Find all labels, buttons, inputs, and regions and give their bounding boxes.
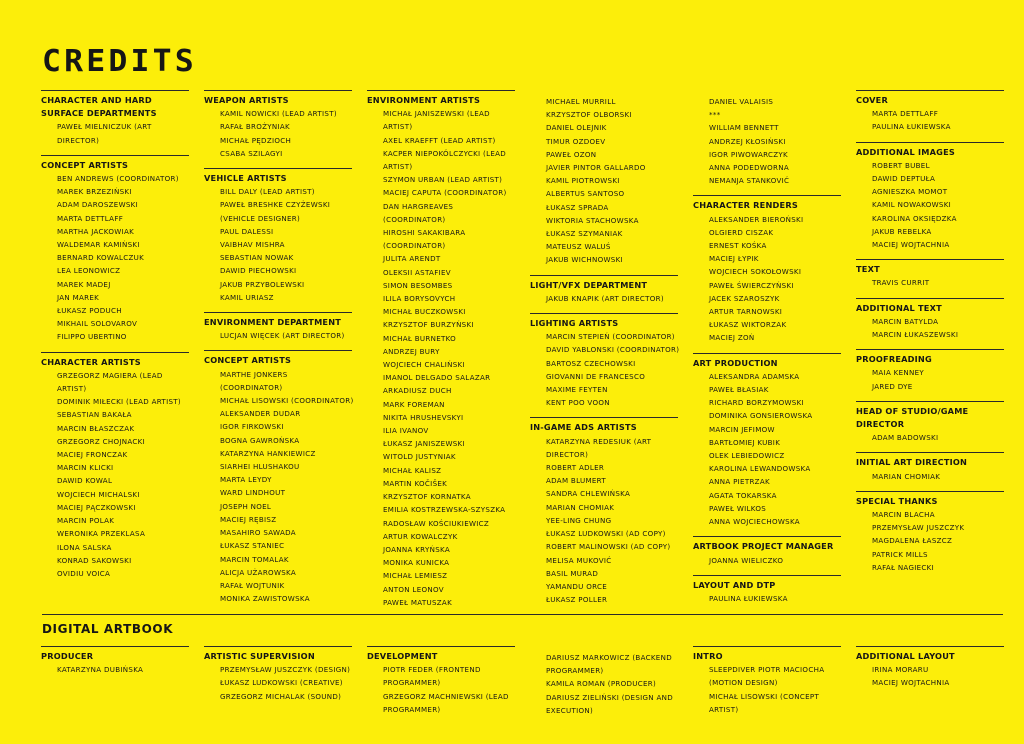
credit-name: TRAVIS CURRIT: [872, 278, 930, 288]
credit-name: AXEL KRAEFFT (LEAD ARTIST): [383, 135, 496, 145]
credit-name: MICHAŁ PĘDZIOCH: [220, 135, 292, 145]
section-heading: IN-GAME ADS ARTISTS: [530, 422, 637, 433]
credit-name: RADOSŁAW KOŚCIUKIEWICZ: [383, 518, 490, 528]
credit-section: [693, 646, 841, 716]
credits-column: [41, 90, 189, 582]
credit-name: CSABA SZILAGYI: [220, 148, 283, 158]
credit-name: KAROLINA OKSIĘDZKA: [872, 213, 957, 223]
credit-name: SANDRA CHLEWIŃSKA: [546, 489, 631, 499]
credit-name: KAMIL URIASZ: [220, 292, 274, 302]
credit-name: MACIEJ RĘBISZ: [220, 514, 277, 524]
credit-name: SEBASTIAN BAKAŁA: [57, 410, 132, 420]
credit-name: JAVIER PINTOR GALLARDO: [546, 163, 646, 173]
credit-name: RAFAŁ NAGIECKI: [872, 562, 935, 572]
credit-name: MAIA KENNEY: [872, 368, 925, 378]
section-heading: HEAD OF STUDIO/GAME DIRECTOR: [856, 405, 969, 430]
credit-name: MAREK MADEJ: [57, 279, 111, 289]
section-heading: ADDITIONAL TEXT: [856, 302, 942, 313]
credit-name: LEA LEONOWICZ: [57, 266, 121, 276]
credits-column: [530, 646, 678, 719]
credit-section: [856, 259, 1004, 289]
credit-section: [856, 298, 1004, 342]
credit-name: ŁUKASZ PODUCH: [57, 306, 122, 316]
credit-section: [856, 452, 1004, 482]
credit-name: (COORDINATOR): [383, 214, 446, 224]
credit-name: AGATA TOKARSKA: [709, 490, 777, 500]
credit-name: ALICJA UŻAROWSKA: [220, 567, 297, 577]
section-heading: TEXT: [856, 264, 880, 275]
credit-name: KACPER NIEPOKÓLCZYCKI (LEAD: [383, 148, 507, 158]
credit-name: ADAM BLUMERT: [546, 476, 607, 486]
credit-name: MARTA DETTLAFF: [872, 109, 939, 119]
credit-name: HIROSHI SAKAKIBARA: [383, 228, 466, 238]
credits-column: [204, 90, 352, 607]
credit-name: ROBERT MALINOWSKI (AD COPY): [546, 542, 671, 552]
credit-name: NIKITA HRUSHEVSKYI: [383, 412, 464, 422]
credit-name: WOJCIECH CHALIŃSKI: [383, 360, 465, 370]
credit-name: SIMON BESOMBES: [383, 280, 453, 290]
credit-section: [204, 168, 352, 304]
credit-name: KRZYSZTOF KORNATKA: [383, 492, 471, 502]
credit-name: OLGIERD CISZAK: [709, 227, 774, 237]
section-heading: ENVIRONMENT ARTISTS: [367, 95, 481, 105]
credit-name: DANIEL VALAISIS: [709, 97, 774, 106]
credit-name: OLEK LEBIEDOWICZ: [709, 451, 785, 461]
credit-name: BILL DALY (LEAD ARTIST): [220, 187, 315, 197]
credit-name: DANIEL OLEJNIK: [546, 123, 607, 133]
credit-section: [856, 401, 1004, 445]
credit-section: [204, 312, 352, 342]
credit-name: ANNA PODEDWORNA: [709, 163, 790, 173]
section-heading: LAYOUT AND DTP: [693, 579, 776, 590]
credit-name: JAKUB PRZYBOLEWSKI: [220, 279, 305, 289]
credit-section: [530, 646, 678, 717]
credit-name: SEBASTIAN NOWAK: [220, 253, 294, 263]
credit-name: MARCIN BŁASZCZAK: [57, 423, 135, 433]
credit-name: ANNA PIETRZAK: [709, 477, 770, 487]
credit-name: MACIEJ PĄCZKOWSKI: [57, 502, 136, 512]
credit-name: DAWID PIECHOWSKI: [220, 266, 297, 276]
credits-title: CREDITS: [42, 44, 197, 79]
credit-section: [856, 142, 1004, 252]
credit-name: PIOTR FEDER (FRONTEND: [383, 665, 481, 675]
credit-name: IGOR FIRKOWSKI: [220, 422, 284, 432]
credit-name: MARCIN POLAK: [57, 516, 115, 526]
credit-name: WOJCIECH SOKOŁOWSKI: [709, 267, 802, 277]
credit-name: MARCIN TOMALAK: [220, 554, 289, 564]
credit-section: [693, 195, 841, 344]
credit-name: MICHAŁ LEMIESZ: [383, 571, 448, 581]
credit-name: (COORDINATOR): [220, 382, 283, 392]
credit-name: (COORDINATOR): [383, 241, 446, 251]
credit-name: BOGNA GAWROŃSKA: [220, 435, 300, 445]
section-heading: INTRO: [693, 651, 723, 661]
credit-name: SZYMON URBAN (LEAD ARTIST): [383, 175, 503, 185]
credit-name: EXECUTION): [546, 705, 594, 715]
credit-name: ANTON LEONOV: [383, 584, 444, 594]
credit-name: WILLIAM BENNETT: [709, 123, 779, 133]
section-heading: LIGHTING ARTISTS: [530, 318, 619, 329]
credit-name: KAMILA ROMAN (PRODUCER): [546, 679, 657, 689]
section-heading: PRODUCER: [41, 651, 94, 661]
section-heading: PROOFREADING: [856, 354, 932, 365]
credit-name: MICHAŁ BUCZKOWSKI: [383, 307, 466, 317]
credit-name: ŁUKASZ SPRADA: [546, 202, 609, 212]
credit-name: GRZEGORZ MICHALAK (SOUND): [220, 691, 342, 701]
credit-name: PAULINA ŁUKIEWSKA: [872, 122, 951, 132]
credit-name: ARTIST): [383, 122, 413, 132]
credit-name: MACIEJ ZOŃ: [709, 333, 755, 343]
credit-section: [41, 646, 189, 676]
credit-name: BERNARD KOWALCZUK: [57, 253, 145, 263]
credit-name: ARTIST): [57, 384, 87, 394]
credit-name: FILIPPO UBERTINO: [57, 332, 127, 342]
credit-name: ŁUKASZ STANIEC: [220, 541, 285, 551]
credit-name: KRZYSZTOF BURZYŃSKI: [383, 320, 474, 330]
credit-section: [693, 353, 841, 529]
credit-section: [856, 90, 1004, 134]
credit-section: [41, 90, 189, 147]
credits-column: [530, 90, 678, 608]
credit-name: RAFAŁ WOJTUNIK: [220, 580, 285, 590]
credit-name: ŁUKASZ LUDKOWSKI (AD COPY): [546, 529, 666, 539]
credit-name: BARTŁOMIEJ KUBIK: [709, 437, 781, 447]
credit-name: KATARZYNA DUBIŃSKA: [57, 665, 144, 675]
credit-name: MARK FOREMAN: [383, 399, 445, 409]
credit-name: GRZEGORZ MACHNIEWSKI (LEAD: [383, 691, 509, 701]
section-heading: ARTISTIC SUPERVISION: [204, 651, 315, 661]
credit-name: ILONA SALSKA: [57, 542, 112, 552]
credit-name: BASIL MURAD: [546, 568, 599, 578]
section-heading: CONCEPT ARTISTS: [41, 159, 129, 170]
credit-name: WERONIKA PRZEKLASA: [57, 529, 146, 539]
credit-name: ARTUR TARNOWSKI: [709, 307, 783, 317]
credit-name: PAULINA ŁUKIEWSKA: [709, 593, 788, 603]
credit-name: KATARZYNA HANKIEWICZ: [220, 448, 316, 458]
credit-name: ANDRZEJ BURY: [383, 346, 440, 356]
credit-name: MARTIN KOČIŠEK: [383, 478, 448, 488]
credits-column: [856, 646, 1004, 692]
credit-name: MARTHE JONKERS: [220, 369, 288, 379]
credit-name: JARED DYE: [872, 381, 913, 391]
section-heading: CONCEPT ARTISTS: [204, 355, 292, 366]
credit-name: PAWEŁ OZON: [546, 149, 597, 159]
credit-name: ŁUKASZ POLLER: [546, 595, 608, 605]
credit-section: [41, 352, 189, 580]
credit-name: ROBERT BUBEL: [872, 160, 930, 170]
credit-name: JULITA ARENDT: [383, 254, 441, 264]
credit-name: ŁUKASZ LUDKOWSKI (CREATIVE): [220, 678, 343, 688]
section-heading: ART PRODUCTION: [693, 357, 778, 368]
section-heading: CHARACTER ARTISTS: [41, 356, 141, 367]
section-heading: ADDITIONAL IMAGES: [856, 146, 955, 157]
credit-name: MACIEJ CAPUTA (COORDINATOR): [383, 188, 507, 198]
credit-name: ARTIST): [383, 162, 413, 172]
credit-name: WOJCIECH MICHALSKI: [57, 489, 140, 499]
section-heading: COVER: [856, 95, 888, 105]
section-heading: ENVIRONMENT DEPARTMENT: [204, 317, 342, 328]
credits-column: [204, 646, 352, 705]
credit-name: KAMIL NOWICKI (LEAD ARTIST): [220, 109, 337, 119]
credit-name: ALEKSANDRA ADAMSKA: [709, 371, 800, 381]
credit-name: IMANOL DELGADO SALAZAR: [383, 373, 491, 383]
credit-name: OVIDIU VOICA: [57, 568, 111, 578]
credit-name: MICHAŁ LISOWSKI (CONCEPT: [709, 691, 820, 701]
credit-name: (VEHICLE DESIGNER): [220, 213, 301, 223]
section-heading: WEAPON ARTISTS: [204, 95, 289, 105]
credit-name: PAUL DALESSI: [220, 226, 274, 236]
credit-name: JAKUB WICHNOWSKI: [546, 255, 623, 265]
credits-column: [367, 90, 515, 611]
credit-section: [204, 646, 352, 703]
credits-column: [693, 646, 841, 718]
section-heading: SPECIAL THANKS: [856, 495, 938, 506]
credit-name: MACIEJ FRONCZAK: [57, 450, 128, 460]
credit-name: PAWEŁ BŁASIAK: [709, 385, 769, 395]
credit-name: IGOR PIWOWARCZYK: [709, 149, 788, 159]
section-divider: [42, 614, 1003, 615]
credit-name: MICHAEL MURRILL: [546, 97, 616, 106]
credit-name: ANDRZEJ KŁOSIŃSKI: [709, 136, 786, 146]
credit-name: AGNIESZKA MOMOT: [872, 187, 948, 197]
credit-name: IRINA MORARU: [872, 665, 929, 675]
credit-name: MARTHA JACKOWIAK: [57, 226, 135, 236]
credit-name: ERNEST KOŚKA: [709, 241, 767, 251]
credit-name: PROGRAMMER): [383, 678, 441, 688]
credit-section: [41, 155, 189, 344]
credit-name: DIRECTOR): [57, 135, 100, 145]
credit-name: RICHARD BORZYMOWSKI: [709, 398, 804, 408]
credit-name: MELISA MUKOVIĆ: [546, 555, 612, 565]
credit-name: ALBERTUS SANTOSO: [546, 189, 625, 199]
credit-name: TIMUR OZDOEV: [546, 136, 606, 146]
credit-name: ILIA IVANOV: [383, 426, 429, 436]
credit-name: PAWEŁ BRESHKE CZYŻEWSKI: [220, 200, 331, 210]
credit-name: WALDEMAR KAMIŃSKI: [57, 240, 140, 250]
credit-name: BEN ANDREWS (COORDINATOR): [57, 174, 179, 184]
credit-name: KRZYSZTOF OLBORSKI: [546, 110, 632, 120]
credit-name: DARIUSZ ZIELIŃSKI (DESIGN AND: [546, 692, 673, 702]
section-heading: CHARACTER AND HARD SURFACE DEPARTMENTS: [41, 95, 157, 119]
credit-name: PAWEŁ MIELNICZUK (ART: [57, 122, 152, 132]
section-heading: CHARACTER RENDERS: [693, 200, 798, 211]
credit-name: KATARZYNA REDESIUK (ART: [546, 436, 652, 446]
credit-name: MARTA DETTLAFF: [57, 213, 124, 223]
credit-section: [856, 491, 1004, 574]
credit-name: DAN HARGREAVES: [383, 201, 454, 211]
credit-name: ILILA BORYSOVYCH: [383, 294, 456, 304]
credit-name: ŁUKASZ WIKTORZAK: [709, 320, 787, 330]
credit-name: MARIAN CHOMIAK: [546, 502, 615, 512]
credit-name: RAFAŁ BROŻYNIAK: [220, 122, 290, 132]
credit-section: [204, 350, 352, 605]
credit-name: MARCIN KLICKI: [57, 463, 114, 473]
credit-name: DAVID YABLONSKI (COORDINATOR): [546, 345, 680, 355]
credit-name: WIKTORIA STACHOWSKA: [546, 215, 639, 225]
credit-section: [856, 349, 1004, 393]
credit-name: ANNA WOJCIECHOWSKA: [709, 517, 800, 527]
credit-name: ARTIST): [709, 704, 739, 714]
section-heading: ARTBOOK PROJECT MANAGER: [693, 541, 834, 552]
credit-name: PROGRAMMER): [546, 666, 604, 676]
credit-name: MARCIN BLACHA: [872, 510, 935, 520]
credit-name: JAKUB KNAPIK (ART DIRECTOR): [546, 293, 664, 303]
credit-name: VAIBHAV MISHRA: [220, 240, 285, 250]
credit-name: MARCIN JEFIMOW: [709, 424, 775, 434]
credit-name: MICHAŁ LISOWSKI (COORDINATOR): [220, 396, 354, 406]
credit-name: ŁUKASZ JANISZEWSKI: [383, 439, 465, 449]
credit-name: MAGDALENA ŁASZCZ: [872, 536, 953, 546]
credit-section: [856, 646, 1004, 690]
credit-name: ŁUKASZ SZYMANIAK: [546, 229, 623, 239]
credit-name: ALEKSANDER BIEROŃSKI: [709, 214, 804, 224]
credit-name: ADAM BADOWSKI: [872, 433, 939, 443]
credit-name: ALEKSANDER DUDAR: [220, 409, 301, 419]
credit-name: PRZEMYSŁAW JUSZCZYK: [872, 523, 965, 533]
credit-name: MACIEJ ŁYPIK: [709, 254, 759, 264]
credit-name: GRZEGORZ MAGIERA (LEAD: [57, 370, 163, 380]
credit-name: MARCIN STEPIEŃ (COORDINATOR): [546, 332, 675, 342]
credit-section: [367, 646, 515, 716]
credit-name: KONRAD SAKOWSKI: [57, 555, 132, 565]
credit-name: MAREK BRZEZIŃSKI: [57, 187, 132, 197]
credit-name: DOMINIK MIŁECKI (LEAD ARTIST): [57, 397, 181, 407]
credit-name: WITOLD JUSTYNIAK: [383, 452, 456, 462]
credit-name: MARTA LEYDY: [220, 475, 272, 485]
section-heading: VEHICLE ARTISTS: [204, 173, 287, 184]
section-heading: ADDITIONAL LAYOUT: [856, 651, 955, 661]
credit-name: LUCJAN WIĘCEK (ART DIRECTOR): [220, 331, 345, 341]
credit-name: KENT POO VOON: [546, 398, 610, 408]
credit-section: [530, 275, 678, 305]
credit-name: SLEEPDIVER PIOTR MACIOCHA: [709, 665, 825, 675]
credit-name: PATRICK MILLS: [872, 549, 928, 559]
section-heading: DEVELOPMENT: [367, 651, 438, 661]
credit-name: DARIUSZ MARKOWICZ (BACKEND: [546, 653, 672, 662]
credit-name: MACIEJ WOJTACHNIA: [872, 240, 950, 250]
credit-name: JOSEPH NOEL: [220, 501, 272, 511]
credit-name: DAWID KOWAL: [57, 476, 113, 486]
credit-section: [367, 90, 515, 609]
credit-section: [530, 313, 678, 409]
section-heading: LIGHT/VFX DEPARTMENT: [530, 279, 648, 290]
credit-name: KAROLINA LEWANDOWSKA: [709, 464, 811, 474]
credit-name: PAWEŁ MATUSZAK: [383, 597, 453, 607]
credit-name: PROGRAMMER): [383, 704, 441, 714]
credit-name: KAMIL NOWAKOWSKI: [872, 200, 952, 210]
credit-section: [530, 90, 678, 267]
credit-name: MICHAŁ KALISZ: [383, 465, 442, 475]
credit-name: MAXIME FEYTEN: [546, 385, 608, 395]
credit-name: JACEK SZAROSZYK: [709, 293, 780, 303]
digital-artbook-title: DIGITAL ARTBOOK: [42, 622, 174, 636]
credit-name: ADAM DAROSZEWSKI: [57, 200, 139, 210]
credit-name: SIARHEI HLUSHAKOU: [220, 462, 300, 472]
credit-name: ARTUR KOWALCZYK: [383, 531, 458, 541]
credit-name: MASAHIRO SAWADA: [220, 528, 296, 538]
credit-name: GIOVANNI DE FRANCESCO: [546, 371, 646, 381]
credit-section: [530, 417, 678, 606]
credit-name: KAMIL PIOTROWSKI: [546, 176, 620, 186]
credit-section: [204, 90, 352, 160]
credits-column: [367, 646, 515, 718]
credit-name: GRZEGORZ CHOJNACKI: [57, 436, 145, 446]
credit-name: JOANNA WIELICZKO: [709, 555, 784, 565]
section-heading: INITIAL ART DIRECTION: [856, 457, 968, 468]
credit-name: JAKUB REBELKA: [872, 226, 932, 236]
credit-name: (MOTION DESIGN): [709, 678, 778, 688]
credits-column: [41, 646, 189, 678]
credit-name: MARIAN CHOMIAK: [872, 471, 941, 481]
credit-name: PAWEŁ ŚWIERCZYŃSKI: [709, 280, 794, 290]
credit-name: MONIKA ZAWISTOWSKA: [220, 594, 310, 604]
credit-name: DOMINIKA GONSIEROWSKA: [709, 411, 813, 421]
credit-section: [693, 90, 841, 187]
credit-section: [693, 575, 841, 605]
credit-name: ROBERT ADLER: [546, 463, 605, 473]
credit-name: PRZEMYSŁAW JUSZCZYK (DESIGN): [220, 665, 351, 675]
credit-name: DIRECTOR): [546, 449, 589, 459]
credit-name: YEE-LING CHUNG: [546, 515, 612, 525]
credit-name: MARCIN ŁUKASZEWSKI: [872, 330, 959, 340]
credit-name: OLEKSII ASTAFIEV: [383, 267, 451, 277]
credit-name: MACIEJ WOJTACHNIA: [872, 678, 950, 688]
credit-name: DAWID DEPTUŁA: [872, 174, 936, 184]
credit-name: MATEUSZ WALUŚ: [546, 242, 611, 252]
credit-name: YAMANDU ORCE: [546, 581, 608, 591]
credit-name: JAN MAREK: [57, 292, 100, 302]
credit-name: BARTOSZ CZECHOWSKI: [546, 358, 636, 368]
credit-name: MICHAŁ JANISZEWSKI (LEAD: [383, 109, 490, 119]
credit-name: ***: [709, 110, 721, 120]
credit-name: MONIKA KUNICKA: [383, 558, 450, 568]
credit-name: PAWEŁ WILKOS: [709, 503, 767, 513]
credit-name: MARCIN BATYLDA: [872, 316, 939, 326]
credit-name: NEMANJA STANKOVIĆ: [709, 176, 790, 186]
credit-name: EMILIA KOSTRZEWSKA-SZYSZKA: [383, 505, 506, 515]
credit-name: ARKADIUSZ DUCH: [383, 386, 452, 396]
credit-name: MICHAŁ BURNETKO: [383, 333, 457, 343]
credits-column: [856, 90, 1004, 576]
credit-name: WARD LINDHOUT: [220, 488, 286, 498]
credit-name: MIKHAIL SOLOVAROV: [57, 319, 138, 329]
credit-name: JOANNA KRYŃSKA: [383, 544, 450, 554]
credits-column: [693, 90, 841, 607]
credit-section: [693, 536, 841, 566]
